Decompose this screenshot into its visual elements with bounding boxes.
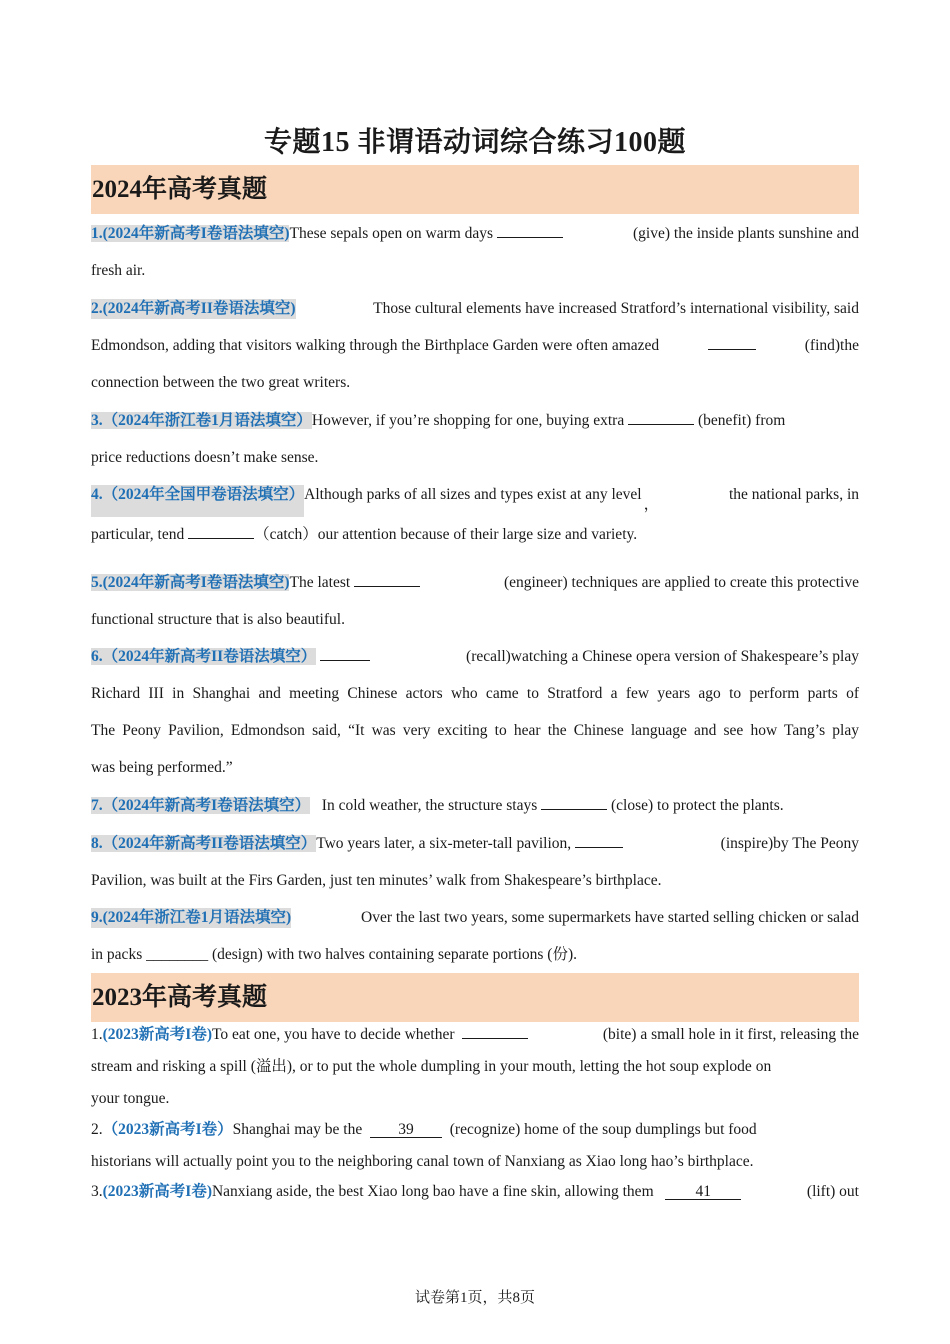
answer-blank[interactable] <box>708 336 756 350</box>
question-source-tag: 9.(2024年浙江卷1月语法填空) <box>91 909 292 926</box>
question-2023-2 <box>91 1120 859 1172</box>
question-text: Over the last two years, some supermarkets have started selling chicken or salad <box>361 909 859 926</box>
question-text: (lift) out <box>806 1183 859 1200</box>
question-text: connection between the two great writers. <box>91 374 351 391</box>
question-text: stream and risking a spill (溢出), or to put the whole dumpling in your mouth, letting the hot soup explode on <box>91 1058 772 1075</box>
question-text: The latest <box>289 574 351 591</box>
question-source-tag: 4.（2024年全国甲卷语法填空） <box>91 485 304 517</box>
question-source-tag: (2023新高考I卷) <box>102 1026 212 1043</box>
question-source-tag: 1.(2024年新高考I卷语法填空) <box>91 225 290 242</box>
question-source-tag: 5.(2024年新高考I卷语法填空) <box>91 574 290 591</box>
question-text: In cold weather, the structure stays <box>321 797 538 814</box>
question-text: particular, tend <box>91 526 185 543</box>
question-text: These sepals open on warm days <box>289 225 494 242</box>
question-source-tag: 7.（2024年新高考I卷语法填空） <box>91 797 311 814</box>
answer-blank[interactable]: 39 <box>370 1122 442 1138</box>
comma: ， <box>643 496 660 513</box>
question-text: (inspire)by The Peony <box>720 835 859 852</box>
question-2024-3 <box>91 411 859 468</box>
question-2024-5 <box>91 573 859 630</box>
question-2024-1 <box>91 224 859 281</box>
question-text: (engineer) techniques are applied to create this protective <box>503 574 859 591</box>
question-text: Pavilion, was built at the Firs Garden, just ten minutes’ walk from Shakespeare’s birthplace. <box>91 872 662 889</box>
question-number: 2. <box>91 1121 103 1138</box>
question-text: Edmondson, adding that visitors walking through the Birthplace Garden were often amazed <box>91 337 660 354</box>
question-text: the national parks, in <box>729 486 859 503</box>
question-text: in packs ________ (design) with two halves containing separate portions (份). <box>91 946 577 963</box>
page-title: 专题15 非谓语动词综合练习100题 <box>263 127 686 158</box>
answer-blank[interactable] <box>575 834 623 848</box>
answer-blank[interactable] <box>462 1025 528 1039</box>
question-text: To eat one, you have to decide whether <box>211 1026 455 1043</box>
question-source-tag: （2023新高考I卷） <box>102 1121 233 1138</box>
question-source-tag: (2023新高考I卷) <box>102 1183 212 1200</box>
question-2024-9 <box>91 908 859 965</box>
question-text: price reductions doesn’t make sense. <box>91 449 319 466</box>
question-text: historians will actually point you to the neighboring canal town of Nanxiang as Xiao long hao’s birthplace. <box>91 1153 754 1170</box>
question-text: (give) the inside plants sunshine and <box>633 225 859 242</box>
question-text: (close) to protect the plants. <box>611 797 784 814</box>
question-text: your tongue. <box>91 1090 170 1107</box>
question-text: Two years later, a six-meter-tall pavilion, <box>316 835 572 852</box>
question-text: However, if you’re shopping for one, buying extra <box>311 412 625 429</box>
question-text: fresh air. <box>91 262 146 279</box>
question-2024-4 <box>91 485 859 545</box>
page-footer: 试卷第1页，共8页 <box>414 1290 535 1306</box>
question-text: Those cultural elements have increased Stratford’s international visibility, said <box>373 300 859 317</box>
question-source-tag: 2.(2024年新高考II卷语法填空) <box>91 300 296 317</box>
question-text: functional structure that is also beautiful. <box>91 611 345 628</box>
question-source-tag: 3.（2024年浙江卷1月语法填空） <box>91 412 312 429</box>
answer-blank[interactable] <box>497 224 563 238</box>
question-2024-7 <box>91 796 859 816</box>
question-text: (recall)watching a Chinese opera version of Shakespeare’s play <box>466 648 859 665</box>
question-text: (bite) a small hole in it first, releasing the <box>602 1026 859 1043</box>
question-number: 1. <box>91 1026 103 1043</box>
answer-blank[interactable] <box>188 525 254 539</box>
question-text: The Peony Pavilion, Edmondson said, “It was very exciting to hear the Chinese language and see how Tang’s play <box>91 722 859 739</box>
section-header-2023: 2023年高考真题 <box>91 973 859 1022</box>
question-2023-1 <box>91 1025 859 1109</box>
question-source-tag: 8.（2024年新高考II卷语法填空） <box>91 835 317 852</box>
question-2023-3 <box>91 1182 859 1202</box>
question-text: Although parks of all sizes and types exist at any level <box>304 486 642 503</box>
question-text: was being performed.” <box>91 759 233 776</box>
question-2024-8 <box>91 834 859 891</box>
answer-blank[interactable] <box>354 573 420 587</box>
question-text: Richard III in Shanghai and meeting Chinese actors who came to Stratford a few years ago to perform parts of <box>91 685 859 702</box>
answer-blank[interactable] <box>541 796 607 810</box>
question-text: （catch）our attention because of their large size and variety. <box>254 526 638 543</box>
question-source-tag: 6.（2024年新高考II卷语法填空） <box>91 648 317 665</box>
question-text: (find)the <box>804 337 859 354</box>
question-text: (recognize) home of the soup dumplings but food <box>449 1121 757 1138</box>
question-number: 3. <box>91 1183 103 1200</box>
answer-blank[interactable]: 41 <box>665 1184 741 1200</box>
section-header-2024: 2024年高考真题 <box>91 165 859 214</box>
question-text: (benefit) from <box>697 412 786 429</box>
answer-blank[interactable] <box>628 411 694 425</box>
answer-blank[interactable] <box>320 647 370 661</box>
question-2024-6 <box>91 647 859 778</box>
question-2024-2 <box>91 299 859 393</box>
question-text: Nanxiang aside, the best Xiao long bao have a fine skin, allowing them <box>211 1183 654 1200</box>
question-text: Shanghai may be the <box>232 1121 363 1138</box>
